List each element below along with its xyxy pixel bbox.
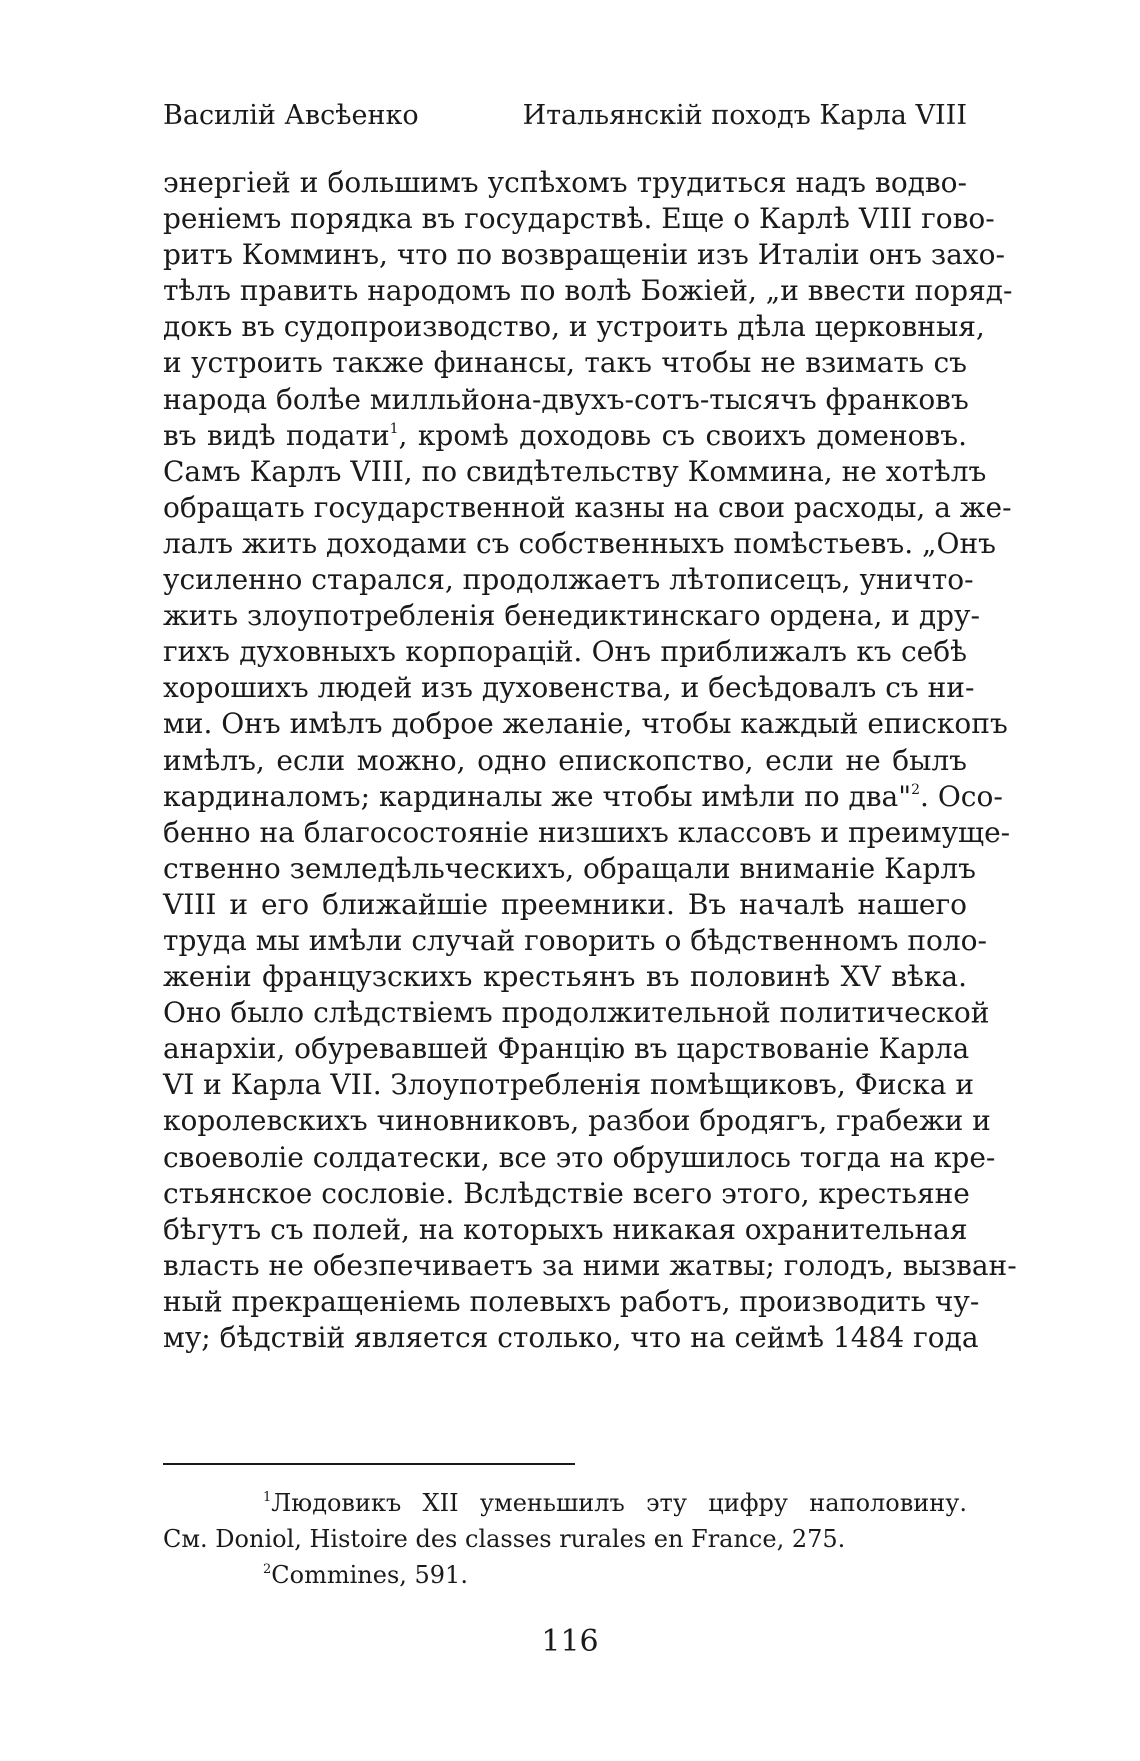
text-line: и устроить также финансы, такъ чтобы не взимать съ bbox=[163, 346, 967, 380]
text-line: бенно на благосостояніе низшихъ классовъ и преимуще- bbox=[163, 815, 1011, 849]
text-line: Самъ Карлъ VIII, по свидѣтельству Коммина, не хотѣлъ bbox=[163, 454, 987, 488]
body-text bbox=[163, 165, 1017, 1356]
text-line: докъ въ судопроизводство, и устроить дѣла церковныя, bbox=[163, 310, 985, 344]
footnote-1-text: Людовикъ XII уменьшилъ эту цифру наполовину. bbox=[271, 1489, 967, 1517]
page-number: 116 bbox=[541, 1624, 599, 1659]
text-line: ственно земледѣльческихъ, обращали вниманіе Карлъ bbox=[163, 851, 976, 885]
footnote-number-2: 2 bbox=[263, 1562, 272, 1577]
text-line: гихъ духовныхъ корпорацій. Онъ приближалъ къ себѣ bbox=[163, 635, 967, 669]
text-line: своеволіе солдатески, все это обрушилось тогда на кре- bbox=[163, 1140, 996, 1174]
text-line: власть не обезпечиваетъ за ними жатвы; голодъ, вызван- bbox=[163, 1248, 1017, 1282]
footnote-divider bbox=[163, 1463, 575, 1465]
text-line: труда мы имѣли случай говорить о бѣдственномъ поло- bbox=[163, 923, 987, 957]
footnote-ref-2: 2 bbox=[911, 781, 921, 798]
footnote-1 bbox=[163, 1485, 967, 1521]
footnote-2 bbox=[163, 1557, 967, 1593]
text-line: жить злоупотребленія бенедиктинскаго ордена, и дру- bbox=[163, 599, 980, 633]
text-line: ми. Онъ имѣлъ доброе желаніе, чтобы каждый епископъ bbox=[163, 707, 1008, 741]
footnote-number-1: 1 bbox=[263, 1490, 272, 1505]
footnote-2-text: Commines, 591. bbox=[271, 1561, 468, 1589]
text-segment: кардиналомъ; кардиналы же чтобы имѣли по два" bbox=[163, 779, 912, 813]
text-line: обращать государственной казны на свои расходы, а же- bbox=[163, 490, 1012, 524]
header-title: Итальянскій походъ Карла VIII bbox=[522, 100, 967, 131]
text-segment: , кромѣ доходовь съ своихъ доменовъ. bbox=[398, 418, 967, 452]
text-line: ритъ Комминъ, что по возвращеніи изъ Италіи онъ захо- bbox=[163, 238, 1005, 272]
footnotes bbox=[163, 1485, 967, 1593]
text-line: тѣлъ править народомъ по волѣ Божіей, „и ввести поряд- bbox=[163, 274, 1013, 308]
text-line: лалъ жить доходами съ собственныхъ помѣстьевъ. „Онъ bbox=[163, 526, 996, 560]
text-line: VIII и его ближайшіе преемники. Въ началѣ нашего bbox=[163, 887, 967, 921]
text-line: народа болѣе милльйона-двухъ-сотъ-тысячъ франковъ bbox=[163, 382, 969, 416]
text-line: стьянское сословіе. Вслѣдствіе всего этого, крестьяне bbox=[163, 1176, 970, 1210]
running-header bbox=[163, 96, 967, 136]
text-line-with-footnote-1 bbox=[163, 418, 967, 454]
text-line: му; бѣдствій является столько, что на сеймѣ 1484 года bbox=[163, 1321, 979, 1354]
text-line: усиленно старался, продолжаетъ лѣтописецъ, уничто- bbox=[163, 563, 974, 597]
text-line-with-footnote-2 bbox=[163, 779, 1003, 815]
text-line: женіи французскихъ крестьянъ въ половинѣ XV вѣка. bbox=[163, 960, 967, 994]
text-line: VI и Карла VII. Злоупотребленія помѣщиковъ, Фиска и bbox=[163, 1068, 974, 1102]
header-author: Василій Авсѣенко bbox=[163, 100, 419, 131]
text-segment: въ видѣ подати bbox=[163, 418, 390, 452]
text-line: анархіи, обуревавшей Францію въ царствованіе Карла bbox=[163, 1032, 970, 1066]
text-line: королевскихъ чиновниковъ, разбои бродягъ, грабежи и bbox=[163, 1104, 991, 1138]
text-line: бѣгутъ съ полей, на которыхъ никакая охранительная bbox=[163, 1212, 968, 1246]
text-segment: . Осо- bbox=[920, 779, 1003, 813]
text-line: имѣлъ, если можно, одно епископство, если не былъ bbox=[163, 743, 967, 777]
text-line: Оно было слѣдствіемъ продолжительной политической bbox=[163, 996, 990, 1030]
footnote-ref-1: 1 bbox=[389, 420, 399, 437]
text-line: реніемъ порядка въ государствѣ. Еще о Карлѣ VIII гово- bbox=[163, 202, 995, 236]
text-line: ный прекращеніемь полевыхъ работъ, производить чу- bbox=[163, 1284, 980, 1318]
text-line: энергіей и большимъ успѣхомъ трудиться надъ водво- bbox=[163, 166, 967, 199]
text-line: хорошихъ людей изъ духовенства, и бесѣдовалъ съ ни- bbox=[163, 671, 975, 705]
footnote-1-continuation: См. Doniol, Histoire des classes rurales en France, 275. bbox=[163, 1525, 846, 1553]
